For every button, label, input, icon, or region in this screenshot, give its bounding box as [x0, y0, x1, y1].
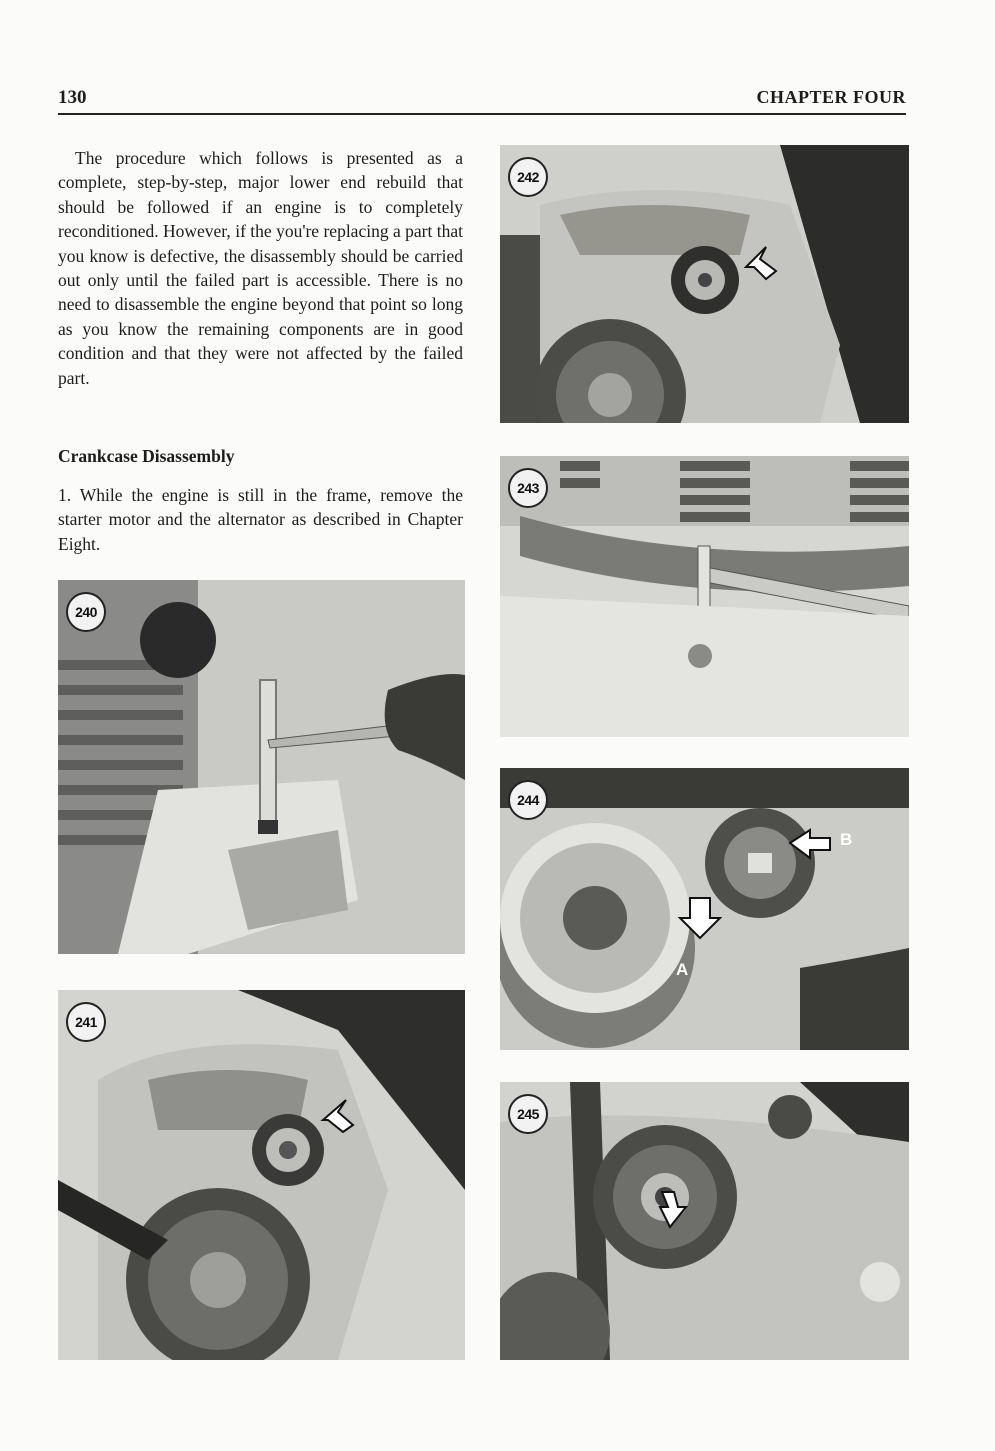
page-header — [58, 87, 906, 115]
chapter-title: CHAPTER FOUR — [756, 87, 906, 107]
figure-244-photo — [500, 768, 909, 1050]
intro-paragraph: The procedure which follows is presented as a complete, step-by-step, major lower end rebuild that should be followed if an engine is to completely reconditioned. However, if the you're replacing a part that you know is defective, the disassembly should be carried out only until the failed part is accessible. There is no need to disassemble the engine beyond that point so long as you know the remaining components are in good condition and that they were not affected by the failed part. — [58, 148, 463, 388]
figure-number-badge: 241 — [66, 1002, 106, 1042]
figure-number-badge: 244 — [508, 780, 548, 820]
callout-a: A — [676, 960, 689, 979]
figure-number-badge: 243 — [508, 468, 548, 508]
figure-241-photo — [58, 990, 465, 1360]
callout-b: B — [840, 830, 853, 849]
figure-number-badge: 242 — [508, 157, 548, 197]
figure-number-badge: 240 — [66, 592, 106, 632]
figure-245-photo — [500, 1082, 909, 1360]
figure-243-photo — [500, 456, 909, 737]
figure-number-badge: 245 — [508, 1094, 548, 1134]
step-1: 1. While the engine is still in the frame, remove the starter motor and the alternator as described in Chapter Eight. — [58, 485, 463, 554]
page-number: 130 — [58, 87, 87, 108]
section-heading: Crankcase Disassembly — [58, 446, 235, 466]
figure-242-photo — [500, 145, 909, 423]
figure-240-photo — [58, 580, 465, 954]
